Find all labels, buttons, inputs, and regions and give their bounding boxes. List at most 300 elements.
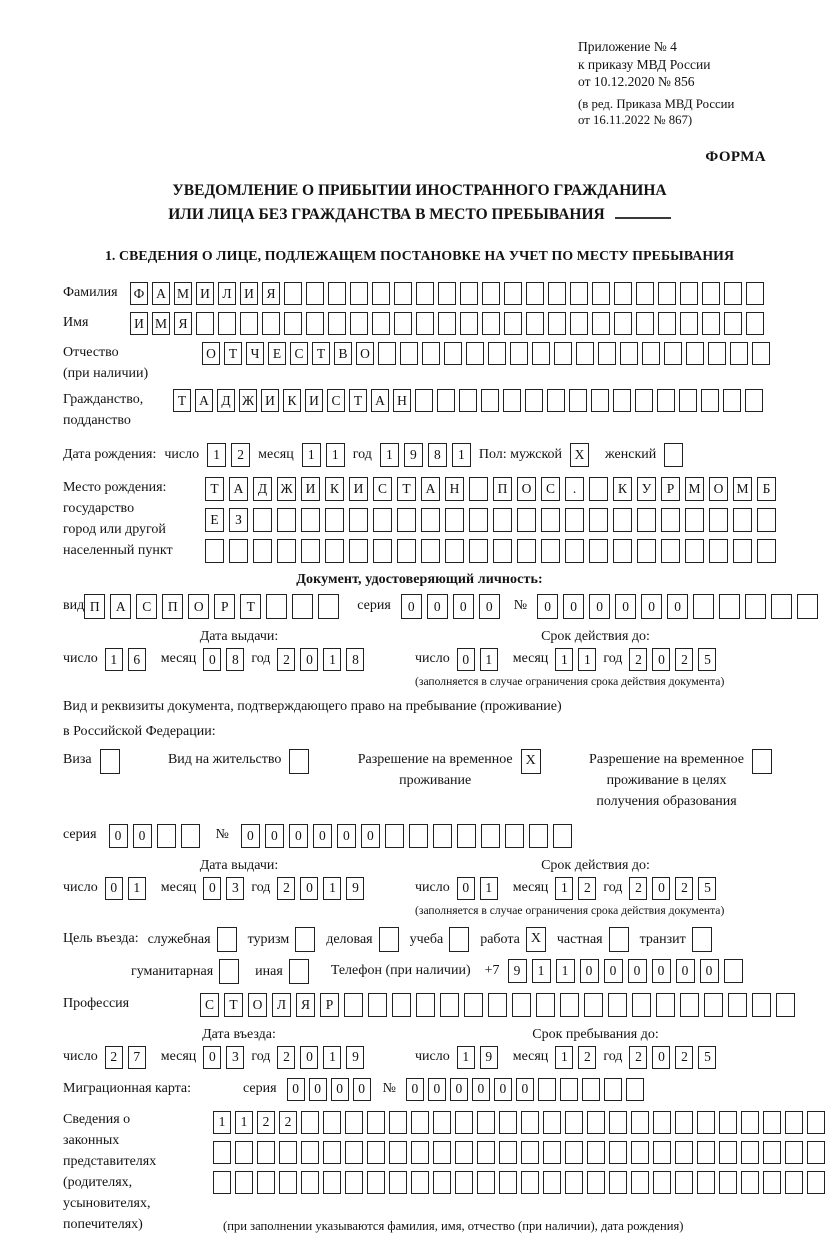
char-cell[interactable] [587, 1111, 605, 1134]
char-cell[interactable] [702, 282, 720, 305]
char-cell[interactable] [213, 1141, 231, 1164]
char-cell[interactable] [433, 1141, 451, 1164]
char-cell[interactable]: Л [218, 282, 236, 305]
char-cell[interactable] [482, 312, 500, 335]
char-cell[interactable]: 0 [457, 877, 475, 900]
char-cell[interactable]: 2 [257, 1111, 275, 1134]
char-cell[interactable] [609, 1141, 627, 1164]
char-cell[interactable]: Я [296, 993, 315, 1017]
char-cell[interactable] [323, 1111, 341, 1134]
char-cell[interactable] [389, 1141, 407, 1164]
char-cell[interactable] [503, 389, 521, 412]
char-cell[interactable] [608, 993, 627, 1017]
char-cell[interactable]: А [195, 389, 213, 412]
char-cell[interactable]: 1 [452, 443, 471, 467]
char-cell[interactable] [469, 477, 488, 501]
checkbox-transit[interactable] [692, 927, 712, 952]
char-cell[interactable]: У [637, 477, 656, 501]
char-cell[interactable]: 0 [580, 959, 599, 983]
char-cell[interactable] [455, 1171, 473, 1194]
char-cell[interactable]: 0 [203, 1046, 221, 1069]
char-cell[interactable] [181, 824, 200, 848]
char-cell[interactable]: 0 [615, 594, 636, 619]
char-cell[interactable]: 0 [300, 648, 318, 671]
char-cell[interactable]: 0 [450, 1078, 468, 1101]
char-cell[interactable]: 9 [346, 877, 364, 900]
char-cell[interactable] [292, 594, 313, 619]
char-cell[interactable]: 3 [226, 877, 244, 900]
char-cell[interactable] [620, 342, 638, 365]
char-cell[interactable] [397, 539, 416, 563]
char-cell[interactable] [378, 342, 396, 365]
checkbox-other[interactable] [289, 959, 309, 984]
char-cell[interactable]: 0 [203, 877, 221, 900]
char-cell[interactable] [422, 342, 440, 365]
char-cell[interactable] [543, 1141, 561, 1164]
char-cell[interactable]: И [130, 312, 148, 335]
char-cell[interactable]: И [349, 477, 368, 501]
char-cell[interactable]: 2 [578, 877, 596, 900]
char-cell[interactable]: З [229, 508, 248, 532]
char-cell[interactable] [565, 539, 584, 563]
char-cell[interactable] [635, 389, 653, 412]
char-cell[interactable] [235, 1141, 253, 1164]
char-cell[interactable]: К [613, 477, 632, 501]
char-cell[interactable] [653, 1141, 671, 1164]
char-cell[interactable]: 0 [331, 1078, 349, 1101]
char-cell[interactable] [730, 342, 748, 365]
char-cell[interactable] [745, 594, 766, 619]
char-cell[interactable] [368, 993, 387, 1017]
char-cell[interactable]: 0 [604, 959, 623, 983]
char-cell[interactable] [469, 508, 488, 532]
char-cell[interactable]: 2 [675, 648, 693, 671]
char-cell[interactable]: 2 [279, 1111, 297, 1134]
char-cell[interactable] [589, 477, 608, 501]
char-cell[interactable] [416, 993, 435, 1017]
char-cell[interactable]: Т [349, 389, 367, 412]
char-cell[interactable] [416, 312, 434, 335]
char-cell[interactable] [157, 824, 176, 848]
checkbox-business[interactable] [379, 927, 399, 952]
char-cell[interactable]: 8 [346, 648, 364, 671]
char-cell[interactable]: К [325, 477, 344, 501]
char-cell[interactable] [613, 508, 632, 532]
char-cell[interactable] [266, 594, 287, 619]
char-cell[interactable] [680, 282, 698, 305]
char-cell[interactable] [570, 312, 588, 335]
char-cell[interactable] [505, 824, 524, 848]
char-cell[interactable]: 1 [555, 1046, 573, 1069]
char-cell[interactable] [350, 282, 368, 305]
char-cell[interactable] [196, 312, 214, 335]
char-cell[interactable]: Я [262, 282, 280, 305]
char-cell[interactable] [708, 342, 726, 365]
char-cell[interactable]: С [373, 477, 392, 501]
char-cell[interactable] [421, 508, 440, 532]
char-cell[interactable]: А [421, 477, 440, 501]
char-cell[interactable] [411, 1171, 429, 1194]
char-cell[interactable] [548, 312, 566, 335]
char-cell[interactable] [301, 1141, 319, 1164]
char-cell[interactable] [733, 508, 752, 532]
char-cell[interactable] [328, 282, 346, 305]
char-cell[interactable] [719, 1171, 737, 1194]
char-cell[interactable] [328, 312, 346, 335]
char-cell[interactable] [642, 342, 660, 365]
char-cell[interactable] [613, 539, 632, 563]
char-cell[interactable] [587, 1171, 605, 1194]
char-cell[interactable]: 9 [480, 1046, 498, 1069]
char-cell[interactable] [746, 312, 764, 335]
char-cell[interactable]: 0 [652, 959, 671, 983]
char-cell[interactable]: 2 [675, 1046, 693, 1069]
char-cell[interactable] [438, 312, 456, 335]
char-cell[interactable]: 1 [480, 877, 498, 900]
char-cell[interactable]: 2 [578, 1046, 596, 1069]
char-cell[interactable] [664, 443, 683, 467]
char-cell[interactable]: Д [253, 477, 272, 501]
char-cell[interactable] [415, 389, 433, 412]
checkbox-private[interactable] [609, 927, 629, 952]
char-cell[interactable] [433, 824, 452, 848]
char-cell[interactable] [626, 1078, 644, 1101]
char-cell[interactable]: 1 [326, 443, 345, 467]
char-cell[interactable] [741, 1141, 759, 1164]
char-cell[interactable]: 8 [226, 648, 244, 671]
char-cell[interactable]: Т [312, 342, 330, 365]
char-cell[interactable] [445, 539, 464, 563]
checkbox-humanitarian[interactable] [219, 959, 239, 984]
char-cell[interactable] [757, 539, 776, 563]
char-cell[interactable] [460, 312, 478, 335]
char-cell[interactable]: 6 [128, 648, 146, 671]
char-cell[interactable] [609, 1171, 627, 1194]
char-cell[interactable] [697, 1141, 715, 1164]
char-cell[interactable] [693, 594, 714, 619]
char-cell[interactable] [306, 282, 324, 305]
char-cell[interactable] [460, 282, 478, 305]
char-cell[interactable]: С [327, 389, 345, 412]
char-cell[interactable]: 0 [652, 648, 670, 671]
char-cell[interactable]: М [174, 282, 192, 305]
char-cell[interactable] [521, 1141, 539, 1164]
char-cell[interactable] [560, 1078, 578, 1101]
char-cell[interactable]: С [541, 477, 560, 501]
char-cell[interactable]: 0 [457, 648, 475, 671]
char-cell[interactable] [325, 508, 344, 532]
char-cell[interactable]: 0 [406, 1078, 424, 1101]
char-cell[interactable] [277, 508, 296, 532]
char-cell[interactable]: 1 [128, 877, 146, 900]
char-cell[interactable] [438, 282, 456, 305]
char-cell[interactable]: 1 [105, 648, 123, 671]
char-cell[interactable] [411, 1141, 429, 1164]
char-cell[interactable]: 0 [300, 1046, 318, 1069]
char-cell[interactable]: М [733, 477, 752, 501]
char-cell[interactable] [661, 508, 680, 532]
char-cell[interactable] [631, 1111, 649, 1134]
char-cell[interactable]: 0 [265, 824, 284, 848]
char-cell[interactable] [785, 1111, 803, 1134]
char-cell[interactable]: 1 [323, 877, 341, 900]
char-cell[interactable]: Т [397, 477, 416, 501]
char-cell[interactable]: Р [320, 993, 339, 1017]
char-cell[interactable]: А [371, 389, 389, 412]
char-cell[interactable]: В [334, 342, 352, 365]
char-cell[interactable]: 1 [235, 1111, 253, 1134]
char-cell[interactable] [301, 539, 320, 563]
char-cell[interactable]: 0 [289, 824, 308, 848]
char-cell[interactable] [543, 1111, 561, 1134]
char-cell[interactable] [587, 1141, 605, 1164]
char-cell[interactable] [481, 824, 500, 848]
char-cell[interactable] [589, 508, 608, 532]
char-cell[interactable] [349, 539, 368, 563]
char-cell[interactable] [675, 1171, 693, 1194]
char-cell[interactable]: Б [757, 477, 776, 501]
char-cell[interactable] [565, 1171, 583, 1194]
char-cell[interactable] [466, 342, 484, 365]
char-cell[interactable]: 0 [428, 1078, 446, 1101]
char-cell[interactable] [565, 508, 584, 532]
char-cell[interactable]: Т [224, 993, 243, 1017]
char-cell[interactable]: М [152, 312, 170, 335]
char-cell[interactable]: И [305, 389, 323, 412]
char-cell[interactable]: О [248, 993, 267, 1017]
char-cell[interactable] [548, 282, 566, 305]
char-cell[interactable] [482, 282, 500, 305]
char-cell[interactable] [536, 993, 555, 1017]
char-cell[interactable]: А [152, 282, 170, 305]
char-cell[interactable] [257, 1141, 275, 1164]
char-cell[interactable] [609, 1111, 627, 1134]
char-cell[interactable] [685, 539, 704, 563]
char-cell[interactable] [477, 1111, 495, 1134]
char-cell[interactable]: О [202, 342, 220, 365]
char-cell[interactable] [229, 539, 248, 563]
char-cell[interactable]: Е [268, 342, 286, 365]
char-cell[interactable]: П [493, 477, 512, 501]
char-cell[interactable] [284, 312, 302, 335]
char-cell[interactable] [807, 1171, 825, 1194]
char-cell[interactable]: 2 [231, 443, 250, 467]
char-cell[interactable] [521, 1171, 539, 1194]
char-cell[interactable] [349, 508, 368, 532]
char-cell[interactable] [205, 539, 224, 563]
char-cell[interactable]: 2 [105, 1046, 123, 1069]
char-cell[interactable] [464, 993, 483, 1017]
char-cell[interactable] [553, 824, 572, 848]
char-cell[interactable]: 1 [323, 648, 341, 671]
char-cell[interactable] [306, 312, 324, 335]
char-cell[interactable] [664, 342, 682, 365]
char-cell[interactable] [657, 389, 675, 412]
char-cell[interactable]: 0 [641, 594, 662, 619]
char-cell[interactable]: 0 [241, 824, 260, 848]
char-cell[interactable]: 0 [652, 877, 670, 900]
char-cell[interactable] [658, 282, 676, 305]
char-cell[interactable] [685, 508, 704, 532]
char-cell[interactable]: 0 [361, 824, 380, 848]
char-cell[interactable] [570, 282, 588, 305]
char-cell[interactable] [728, 993, 747, 1017]
char-cell[interactable]: 0 [628, 959, 647, 983]
char-cell[interactable] [521, 1111, 539, 1134]
char-cell[interactable] [394, 282, 412, 305]
char-cell[interactable]: 0 [309, 1078, 327, 1101]
char-cell[interactable] [253, 508, 272, 532]
char-cell[interactable] [541, 508, 560, 532]
char-cell[interactable] [504, 312, 522, 335]
char-cell[interactable]: Ж [239, 389, 257, 412]
char-cell[interactable] [526, 312, 544, 335]
char-cell[interactable] [301, 508, 320, 532]
char-cell[interactable] [385, 824, 404, 848]
char-cell[interactable] [776, 993, 795, 1017]
char-cell[interactable] [614, 312, 632, 335]
char-cell[interactable]: 0 [472, 1078, 490, 1101]
char-cell[interactable]: С [290, 342, 308, 365]
char-cell[interactable] [724, 282, 742, 305]
char-cell[interactable] [763, 1171, 781, 1194]
char-cell[interactable] [719, 594, 740, 619]
char-cell[interactable] [763, 1111, 781, 1134]
checkbox-study[interactable] [449, 927, 469, 952]
char-cell[interactable] [488, 993, 507, 1017]
char-cell[interactable] [543, 1171, 561, 1194]
char-cell[interactable] [525, 389, 543, 412]
char-cell[interactable]: Д [217, 389, 235, 412]
char-cell[interactable] [411, 1111, 429, 1134]
char-cell[interactable]: 0 [133, 824, 152, 848]
char-cell[interactable]: 0 [105, 877, 123, 900]
char-cell[interactable] [613, 389, 631, 412]
char-cell[interactable]: Я [174, 312, 192, 335]
char-cell[interactable] [637, 539, 656, 563]
char-cell[interactable] [394, 312, 412, 335]
char-cell[interactable] [658, 312, 676, 335]
char-cell[interactable] [218, 312, 236, 335]
char-cell[interactable] [565, 1111, 583, 1134]
char-cell[interactable] [284, 282, 302, 305]
char-cell[interactable]: 0 [337, 824, 356, 848]
char-cell[interactable] [499, 1111, 517, 1134]
char-cell[interactable] [702, 312, 720, 335]
char-cell[interactable] [741, 1171, 759, 1194]
char-cell[interactable] [372, 282, 390, 305]
char-cell[interactable] [389, 1171, 407, 1194]
char-cell[interactable]: 1 [323, 1046, 341, 1069]
char-cell[interactable] [279, 1171, 297, 1194]
char-cell[interactable] [584, 993, 603, 1017]
char-cell[interactable]: 0 [494, 1078, 512, 1101]
char-cell[interactable]: 1 [556, 959, 575, 983]
char-cell[interactable]: Т [173, 389, 191, 412]
char-cell[interactable] [807, 1141, 825, 1164]
char-cell[interactable] [477, 1171, 495, 1194]
char-cell[interactable]: 1 [213, 1111, 231, 1134]
char-cell[interactable]: . [565, 477, 584, 501]
char-cell[interactable] [785, 1171, 803, 1194]
char-cell[interactable]: 0 [652, 1046, 670, 1069]
char-cell[interactable]: 0 [479, 594, 500, 619]
char-cell[interactable]: П [162, 594, 183, 619]
char-cell[interactable] [701, 389, 719, 412]
char-cell[interactable]: 0 [589, 594, 610, 619]
char-cell[interactable]: Ж [277, 477, 296, 501]
char-cell[interactable] [637, 508, 656, 532]
char-cell[interactable]: Ф [130, 282, 148, 305]
char-cell[interactable] [367, 1171, 385, 1194]
char-cell[interactable] [253, 539, 272, 563]
char-cell[interactable]: Р [214, 594, 235, 619]
char-cell[interactable]: Т [240, 594, 261, 619]
char-cell[interactable] [517, 539, 536, 563]
char-cell[interactable] [455, 1111, 473, 1134]
char-cell[interactable]: 2 [277, 648, 295, 671]
char-cell[interactable]: И [301, 477, 320, 501]
char-cell[interactable] [433, 1171, 451, 1194]
char-cell[interactable] [653, 1171, 671, 1194]
char-cell[interactable] [636, 312, 654, 335]
char-cell[interactable] [741, 1111, 759, 1134]
char-cell[interactable]: 0 [109, 824, 128, 848]
char-cell[interactable] [373, 539, 392, 563]
char-cell[interactable]: 2 [629, 877, 647, 900]
char-cell[interactable]: 0 [427, 594, 448, 619]
char-cell[interactable]: Н [393, 389, 411, 412]
char-cell[interactable]: 1 [380, 443, 399, 467]
char-cell[interactable] [697, 1171, 715, 1194]
char-cell[interactable] [262, 312, 280, 335]
char-cell[interactable] [397, 508, 416, 532]
char-cell[interactable] [510, 342, 528, 365]
char-cell[interactable] [440, 993, 459, 1017]
char-cell[interactable] [277, 539, 296, 563]
char-cell[interactable] [576, 342, 594, 365]
char-cell[interactable]: 2 [629, 648, 647, 671]
char-cell[interactable]: 1 [578, 648, 596, 671]
char-cell[interactable] [538, 1078, 556, 1101]
char-cell[interactable]: 0 [516, 1078, 534, 1101]
char-cell[interactable] [709, 508, 728, 532]
char-cell[interactable] [631, 1171, 649, 1194]
char-cell[interactable] [416, 282, 434, 305]
char-cell[interactable] [807, 1111, 825, 1134]
char-cell[interactable]: С [136, 594, 157, 619]
char-cell[interactable] [421, 539, 440, 563]
char-cell[interactable]: 0 [287, 1078, 305, 1101]
char-cell[interactable] [389, 1111, 407, 1134]
char-cell[interactable] [745, 389, 763, 412]
char-cell[interactable] [547, 389, 565, 412]
char-cell[interactable] [560, 993, 579, 1017]
char-cell[interactable]: И [261, 389, 279, 412]
char-cell[interactable] [512, 993, 531, 1017]
char-cell[interactable]: 0 [563, 594, 584, 619]
char-cell[interactable] [675, 1111, 693, 1134]
char-cell[interactable] [719, 1111, 737, 1134]
checkbox-tourism[interactable] [295, 927, 315, 952]
char-cell[interactable]: 9 [404, 443, 423, 467]
char-cell[interactable]: 1 [207, 443, 226, 467]
char-cell[interactable]: Е [205, 508, 224, 532]
char-cell[interactable] [582, 1078, 600, 1101]
char-cell[interactable] [614, 282, 632, 305]
char-cell[interactable]: 0 [700, 959, 719, 983]
char-cell[interactable]: 0 [537, 594, 558, 619]
